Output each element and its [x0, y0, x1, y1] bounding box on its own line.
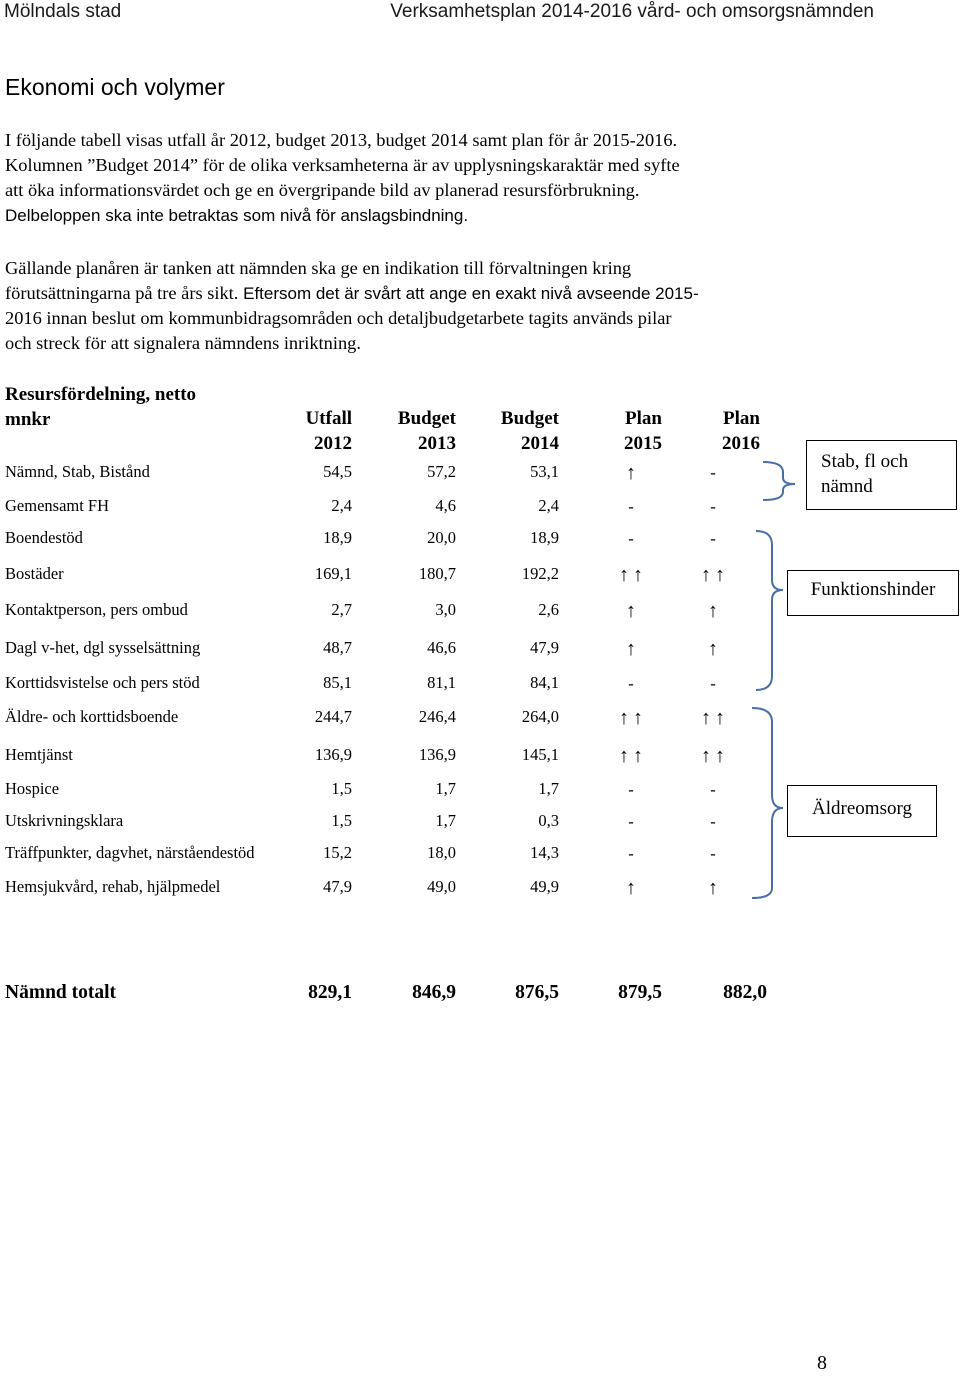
- cell-plan-2016: -: [710, 463, 720, 482]
- group-box-stab: [806, 440, 957, 510]
- group-stab-line-2: nämnd: [821, 476, 873, 497]
- cell-utfall-2012: 136,9: [314, 745, 352, 764]
- row-label: Utskrivningsklara: [5, 811, 124, 830]
- row-label: Hemtjänst: [5, 745, 73, 764]
- column-header-line-1: Utfall: [305, 408, 352, 429]
- cell-plan-2015: -: [628, 674, 638, 693]
- planning-line-3: 2016 innan beslut om kommunbidragsområden och detaljbudgetarbete tagits används pilar: [5, 308, 672, 328]
- row-label: Korttidsvistelse och pers stöd: [5, 673, 200, 692]
- cell-plan-2015: ↑: [626, 462, 640, 484]
- cell-budget-2014: 2,6: [538, 600, 559, 619]
- column-header-line-2: 2016: [722, 433, 760, 454]
- cell-utfall-2012: 244,7: [314, 707, 352, 726]
- cell-plan-2015: ↑: [626, 600, 640, 622]
- cell-plan-2015: ↑↑: [619, 745, 647, 767]
- cell-plan-2016: ↑: [708, 638, 722, 660]
- column-header-line-2: 2012: [314, 433, 352, 454]
- cell-budget-2013: 3,0: [435, 600, 456, 619]
- section-title: Ekonomi och volymer: [5, 74, 225, 100]
- cell-utfall-2012: 2,7: [331, 600, 352, 619]
- cell-budget-2013: 18,0: [427, 843, 456, 862]
- page-number: 8: [817, 1352, 827, 1374]
- cell-plan-2016: -: [710, 844, 720, 863]
- total-label: Nämnd totalt: [5, 982, 117, 1003]
- cell-budget-2014: 264,0: [521, 707, 559, 726]
- cell-budget-2014: 84,1: [530, 673, 559, 692]
- cell-budget-2014: 0,3: [538, 811, 559, 830]
- cell-plan-2015: -: [628, 497, 638, 516]
- cell-budget-2013: 57,2: [427, 462, 456, 481]
- row-label: Boendestöd: [5, 528, 83, 547]
- row-label: Bostäder: [5, 564, 64, 583]
- planning-line-4: och streck för att signalera nämndens inriktning.: [5, 333, 361, 353]
- cell-plan-2015: ↑: [626, 877, 640, 899]
- cell-budget-2013: 4,6: [435, 496, 456, 515]
- intro-line-1: I följande tabell visas utfall år 2012, budget 2013, budget 2014 samt plan för år 2015-2016.: [5, 130, 678, 150]
- cell-plan-2016: ↑↑: [701, 564, 729, 586]
- cell-utfall-2012: 47,9: [323, 877, 352, 896]
- cell-plan-2015: ↑↑: [619, 707, 647, 729]
- total-budget-2013: 846,9: [412, 982, 456, 1003]
- cell-utfall-2012: 2,4: [331, 496, 352, 515]
- cell-plan-2016: -: [710, 780, 720, 799]
- header-document-title: Verksamhetsplan 2014-2016 vård- och omsorgsnämnden: [390, 1, 874, 22]
- column-header-line-1: Budget: [500, 408, 559, 429]
- total-budget-2014: 876,5: [515, 982, 559, 1003]
- planning-line-2a: förutsättningarna på tre års sikt.: [5, 283, 239, 303]
- intro-line-4: Delbeloppen ska inte betraktas som nivå för anslagsbindning.: [5, 206, 469, 225]
- column-header-line-2: 2014: [521, 433, 559, 454]
- table-title-line-2: mnkr: [5, 409, 51, 430]
- cell-budget-2013: 246,4: [418, 707, 456, 726]
- row-label: Nämnd, Stab, Bistånd: [5, 462, 150, 481]
- cell-budget-2013: 1,7: [435, 779, 456, 798]
- column-header-line-1: Plan: [625, 408, 662, 429]
- group-stab-line-1: Stab, fl och: [821, 451, 909, 472]
- cell-budget-2013: 20,0: [427, 528, 456, 547]
- header-org-name: Mölndals stad: [4, 1, 122, 22]
- row-label: Hemsjukvård, rehab, hjälpmedel: [5, 877, 221, 896]
- planning-line-2b: Eftersom det är svårt att ange en exakt nivå avseende 2015-: [238, 284, 699, 303]
- total-plan-2015: 879,5: [618, 982, 662, 1003]
- row-label: Dagl v-het, dgl sysselsättning: [5, 638, 201, 657]
- cell-budget-2013: 180,7: [418, 564, 456, 583]
- column-header-line-1: Plan: [723, 408, 760, 429]
- cell-plan-2016: ↑: [708, 600, 722, 622]
- intro-line-2: Kolumnen ”Budget 2014” för de olika verksamheterna är av upplysningskaraktär med syfte: [5, 155, 680, 175]
- group-box-aldreomsorg: Äldreomsorg: [787, 785, 937, 837]
- cell-budget-2013: 81,1: [427, 673, 456, 692]
- row-label: Gemensamt FH: [5, 496, 110, 515]
- intro-line-3: att öka informationsvärdet och ge en övergripande bild av planerad resursförbrukning.: [5, 180, 640, 200]
- cell-plan-2016: -: [710, 812, 720, 831]
- cell-utfall-2012: 85,1: [323, 673, 352, 692]
- cell-utfall-2012: 48,7: [323, 638, 352, 657]
- cell-budget-2014: 145,1: [521, 745, 559, 764]
- cell-plan-2016: ↑↑: [701, 745, 729, 767]
- table-title-line-1: Resursfördelning, netto: [5, 384, 197, 405]
- cell-utfall-2012: 1,5: [331, 811, 352, 830]
- cell-budget-2014: 53,1: [530, 462, 559, 481]
- group-box-funktionshinder: Funktionshinder: [787, 570, 959, 616]
- cell-budget-2014: 49,9: [530, 877, 559, 896]
- brace-aldreomsorg: [752, 708, 783, 898]
- cell-budget-2013: 136,9: [418, 745, 456, 764]
- cell-utfall-2012: 1,5: [331, 779, 352, 798]
- cell-plan-2015: -: [628, 812, 638, 831]
- total-plan-2016: 882,0: [723, 982, 767, 1003]
- cell-plan-2015: ↑: [626, 638, 640, 660]
- cell-plan-2015: -: [628, 844, 638, 863]
- cell-budget-2013: 1,7: [435, 811, 456, 830]
- column-header-line-1: Budget: [397, 408, 456, 429]
- planning-line-1: Gällande planåren är tanken att nämnden ska ge en indikation till förvaltningen kring: [5, 258, 632, 278]
- cell-budget-2014: 1,7: [538, 779, 559, 798]
- row-label: Träffpunkter, dagvhet, närståendestöd: [5, 843, 255, 862]
- column-header-line-2: 2015: [624, 433, 662, 454]
- cell-plan-2016: -: [710, 529, 720, 548]
- cell-budget-2014: 14,3: [530, 843, 559, 862]
- row-label: Kontaktperson, pers ombud: [5, 600, 188, 619]
- total-utfall-2012: 829,1: [308, 982, 352, 1003]
- brace-stab: [763, 462, 795, 500]
- cell-budget-2013: 49,0: [427, 877, 456, 896]
- cell-budget-2014: 192,2: [521, 564, 559, 583]
- cell-utfall-2012: 54,5: [323, 462, 352, 481]
- cell-plan-2015: -: [628, 780, 638, 799]
- row-label: Hospice: [5, 779, 60, 798]
- cell-utfall-2012: 18,9: [323, 528, 352, 547]
- cell-budget-2014: 18,9: [530, 528, 559, 547]
- cell-plan-2016: -: [710, 497, 720, 516]
- cell-utfall-2012: 169,1: [314, 564, 352, 583]
- cell-plan-2016: ↑↑: [701, 707, 729, 729]
- cell-plan-2015: -: [628, 529, 638, 548]
- brace-funktionshinder: [756, 531, 783, 690]
- cell-utfall-2012: 15,2: [323, 843, 352, 862]
- cell-plan-2015: ↑↑: [619, 564, 647, 586]
- row-label: Äldre- och korttidsboende: [5, 707, 179, 726]
- column-header-line-2: 2013: [418, 433, 456, 454]
- cell-budget-2014: 47,9: [530, 638, 559, 657]
- cell-budget-2013: 46,6: [427, 638, 456, 657]
- cell-plan-2016: -: [710, 674, 720, 693]
- cell-budget-2014: 2,4: [538, 496, 559, 515]
- cell-plan-2016: ↑: [708, 877, 722, 899]
